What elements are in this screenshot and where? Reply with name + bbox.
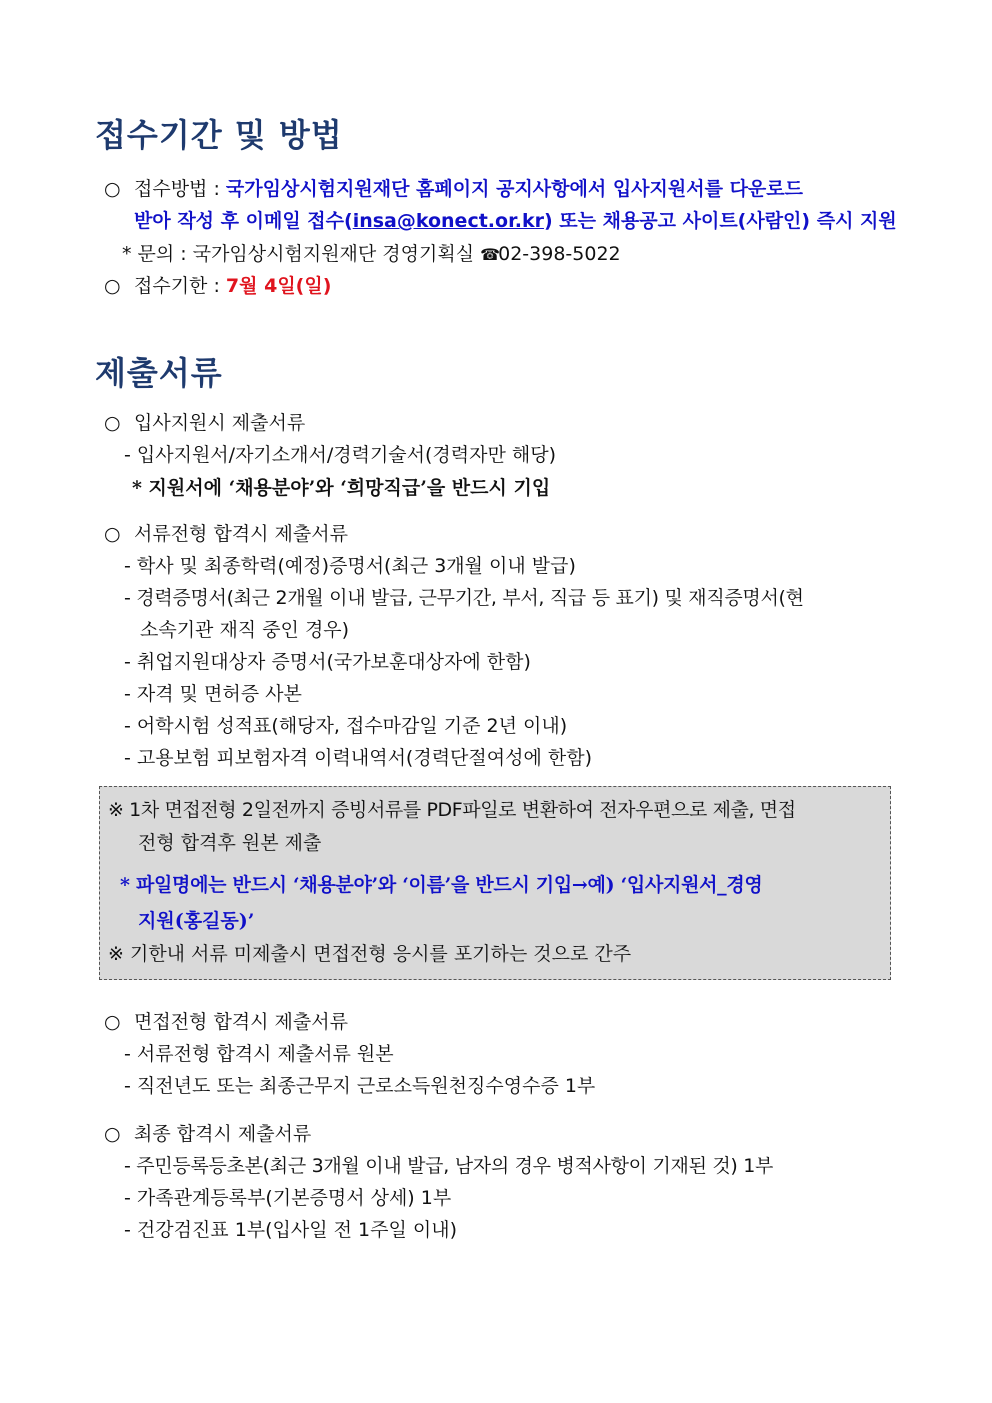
notice-line-5: ※ 기한내 서류 미제출시 면접전형 응시를 포기하는 것으로 간주 — [108, 943, 632, 965]
list-item: - 학사 및 최종학력(예정)증명서(최근 3개월 이내 발급) — [124, 555, 576, 577]
bullet-circle: ○ — [104, 275, 121, 297]
notice-line-3: * 파일명에는 반드시 ‘채용분야’와 ‘이름’을 반드시 기입→예) ‘입사지원서_경영 — [120, 874, 763, 896]
method-line-1 — [104, 176, 898, 202]
section-title-application-period: 접수기간 및 방법 — [95, 116, 343, 154]
group-title-application — [104, 410, 305, 436]
group-title-text: 입사지원시 제출서류 — [134, 412, 306, 434]
method-text-2a: 받아 작성 후 이메일 접수( — [134, 210, 353, 232]
group-title-interview — [104, 1009, 348, 1035]
bullet-circle: ○ — [104, 523, 121, 545]
list-item: - 건강검진표 1부(입사일 전 1주일 이내) — [124, 1219, 458, 1241]
list-item: - 입사지원서/자기소개서/경력기술서(경력자만 해당) — [124, 444, 556, 466]
notice-box — [99, 786, 891, 980]
deadline-line — [104, 273, 331, 299]
method-text-2b: ) 또는 채용공고 사이트(사람인) 즉시 지원 — [543, 210, 897, 232]
list-item: - 가족관계등록부(기본증명서 상세) 1부 — [124, 1187, 452, 1209]
bullet-circle: ○ — [104, 1123, 121, 1145]
list-item: - 서류전형 합격시 제출서류 원본 — [124, 1043, 394, 1065]
inquiry-line — [122, 241, 621, 268]
inquiry-phone: 02-398-5022 — [498, 243, 621, 265]
deadline-value: 7월 4일(일) — [225, 275, 332, 297]
application-note: * 지원서에 ‘채용분야’와 ‘희망직급’을 반드시 기입 — [132, 477, 551, 499]
group-title-text: 면접전형 합격시 제출서류 — [134, 1011, 348, 1033]
bullet-circle: ○ — [104, 1011, 121, 1033]
deadline-label: 접수기한 : — [134, 275, 226, 297]
method-text-1: 국가임상시험지원재단 홈페이지 공지사항에서 입사지원서를 다운로드 — [225, 178, 803, 200]
bullet-circle: ○ — [104, 412, 121, 434]
list-item: - 고용보험 피보험자격 이력내역서(경력단절여성에 한함) — [124, 747, 592, 769]
bullet-circle: ○ — [104, 178, 121, 200]
list-item: - 경력증명서(최근 2개월 이내 발급, 근무기간, 부서, 직급 등 표기) 및 재직증명서(현 — [124, 587, 804, 609]
list-item: - 주민등록등초본(최근 3개월 이내 발급, 남자의 경우 병적사항이 기재된 것) 1부 — [124, 1155, 774, 1177]
email-link[interactable]: insa@konect.or.kr — [352, 210, 544, 232]
list-item: - 직전년도 또는 최종근무지 근로소득원천징수영수증 1부 — [124, 1075, 596, 1097]
notice-line-4: 지원(홍길동)’ — [138, 910, 255, 932]
section-title-documents: 제출서류 — [95, 354, 223, 392]
list-item-continuation: 소속기관 재직 중인 경우) — [140, 619, 350, 641]
list-item: - 취업지원대상자 증명서(국가보훈대상자에 한함) — [124, 651, 531, 673]
inquiry-label: * 문의 : 국가임상시험지원재단 경영기획실 — [122, 243, 481, 265]
list-item: - 자격 및 면허증 사본 — [124, 683, 302, 705]
notice-line-2: 전형 합격후 원본 제출 — [138, 832, 322, 854]
group-title-screening — [104, 521, 348, 547]
phone-icon: ☎ — [480, 245, 501, 264]
method-label: 접수방법 : — [134, 178, 226, 200]
list-item: - 어학시험 성적표(해당자, 접수마감일 기준 2년 이내) — [124, 715, 568, 737]
group-title-text: 최종 합격시 제출서류 — [134, 1123, 312, 1145]
method-line-2 — [134, 208, 897, 234]
group-title-final — [104, 1121, 311, 1147]
notice-line-1: ※ 1차 면접전형 2일전까지 증빙서류를 PDF파일로 변환하여 전자우편으로 제출, 면접 — [108, 799, 796, 821]
group-title-text: 서류전형 합격시 제출서류 — [134, 523, 348, 545]
